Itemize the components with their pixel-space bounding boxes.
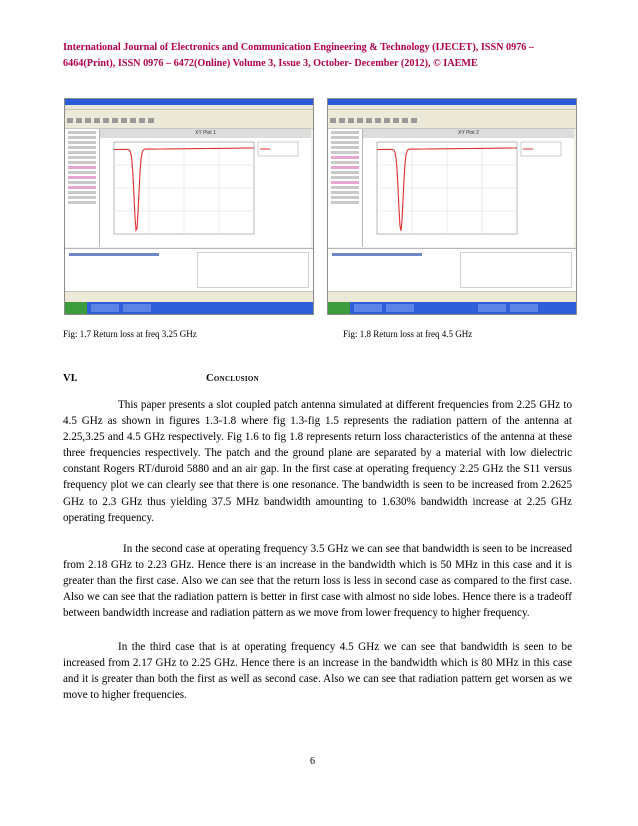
journal-header xyxy=(63,40,573,72)
window-toolbar xyxy=(65,110,313,129)
plot-title: XY Plot 2 xyxy=(363,129,574,138)
plot-title: XY Plot 1 xyxy=(100,129,311,138)
section-title: Conclusion xyxy=(206,373,259,384)
figure-1-7-caption: Fig: 1.7 Return loss at freq 3.25 GHz xyxy=(63,329,197,339)
page-number: 6 xyxy=(310,756,315,767)
section-number: VI. xyxy=(63,373,78,384)
taskbar xyxy=(65,302,313,314)
plot-window xyxy=(363,129,574,247)
project-panel xyxy=(328,129,363,247)
start-button xyxy=(65,302,87,314)
paragraph-2: In the second case at operating frequency 3.5 GHz we can see that bandwidth is seen to be increased from 2.18 GHz to 2.23 GHz. Hence there is an increase in the bandwidth which is 50 MHz in this case and it is greater than the first case. Also we can see that the return loss is less in second case as compared to the first case. Also we can see that the radiation pattern is better in first case with almost no side lobes. Hence there is a tradeoff between bandwidth increase and radiation pattern as we move from lower frequency to higher frequency. xyxy=(63,543,572,620)
window-toolbar xyxy=(328,110,576,129)
journal-header-line-2: 6464(Print), ISSN 0976 – 6472(Online) Volume 3, Issue 3, October- December (2012), © IAEME xyxy=(63,58,478,69)
project-panel xyxy=(65,129,100,247)
message-panel xyxy=(65,248,313,291)
figure-1-8-caption: Fig: 1.8 Return loss at freq 4.5 GHz xyxy=(343,329,473,339)
start-button xyxy=(328,302,350,314)
status-bar xyxy=(328,291,576,302)
return-loss-plot xyxy=(363,138,574,247)
paragraph-1: This paper presents a slot coupled patch antenna simulated at different frequencies from 2.25 GHz to 4.5 GHz as shown in figures 1.3-1.8 where fig 1.3-fig 1.5 represents the radiation pattern of the antenna at 2.25,3.25 and 4.5 GHz respectively. Fig 1.6 to fig 1.8 represents return loss characteristics of the antenna at these three frequencies respectively. The patch and the ground plane are separated by a material with low dielectric constant Rogers RT/duroid 5880 and an air gap. In the first case at operating frequency 2.25 GHz the S11 versus frequency plot we can clearly see that there is one resonance. The bandwidth is seen to be increased from 2.2625 GHz to 2.3 GHz thus yielding 37.5 MHz bandwidth amounting to 1.630% bandwidth increase at 2.25 GHz operating frequency. xyxy=(63,399,572,524)
figure-1-8-screenshot xyxy=(327,98,577,315)
status-bar xyxy=(65,291,313,302)
journal-header-line-1: International Journal of Electronics and Communication Engineering & Technology (IJECET), ISSN 0976 – xyxy=(63,42,535,53)
paragraph-3: In the third case that is at operating frequency 4.5 GHz we can see that bandwidth is seen to be increased from 2.17 GHz to 2.25 GHz. Hence there is an increase in the bandwidth which is 80 MHz in this case and it is greater than both the first as well as second case. Also we can see that radiation pattern get worsen as we move to higher frequencies. xyxy=(63,641,572,702)
taskbar xyxy=(328,302,576,314)
figure-1-7-screenshot xyxy=(64,98,314,315)
return-loss-plot xyxy=(100,138,311,247)
plot-window xyxy=(100,129,311,247)
message-panel xyxy=(328,248,576,291)
